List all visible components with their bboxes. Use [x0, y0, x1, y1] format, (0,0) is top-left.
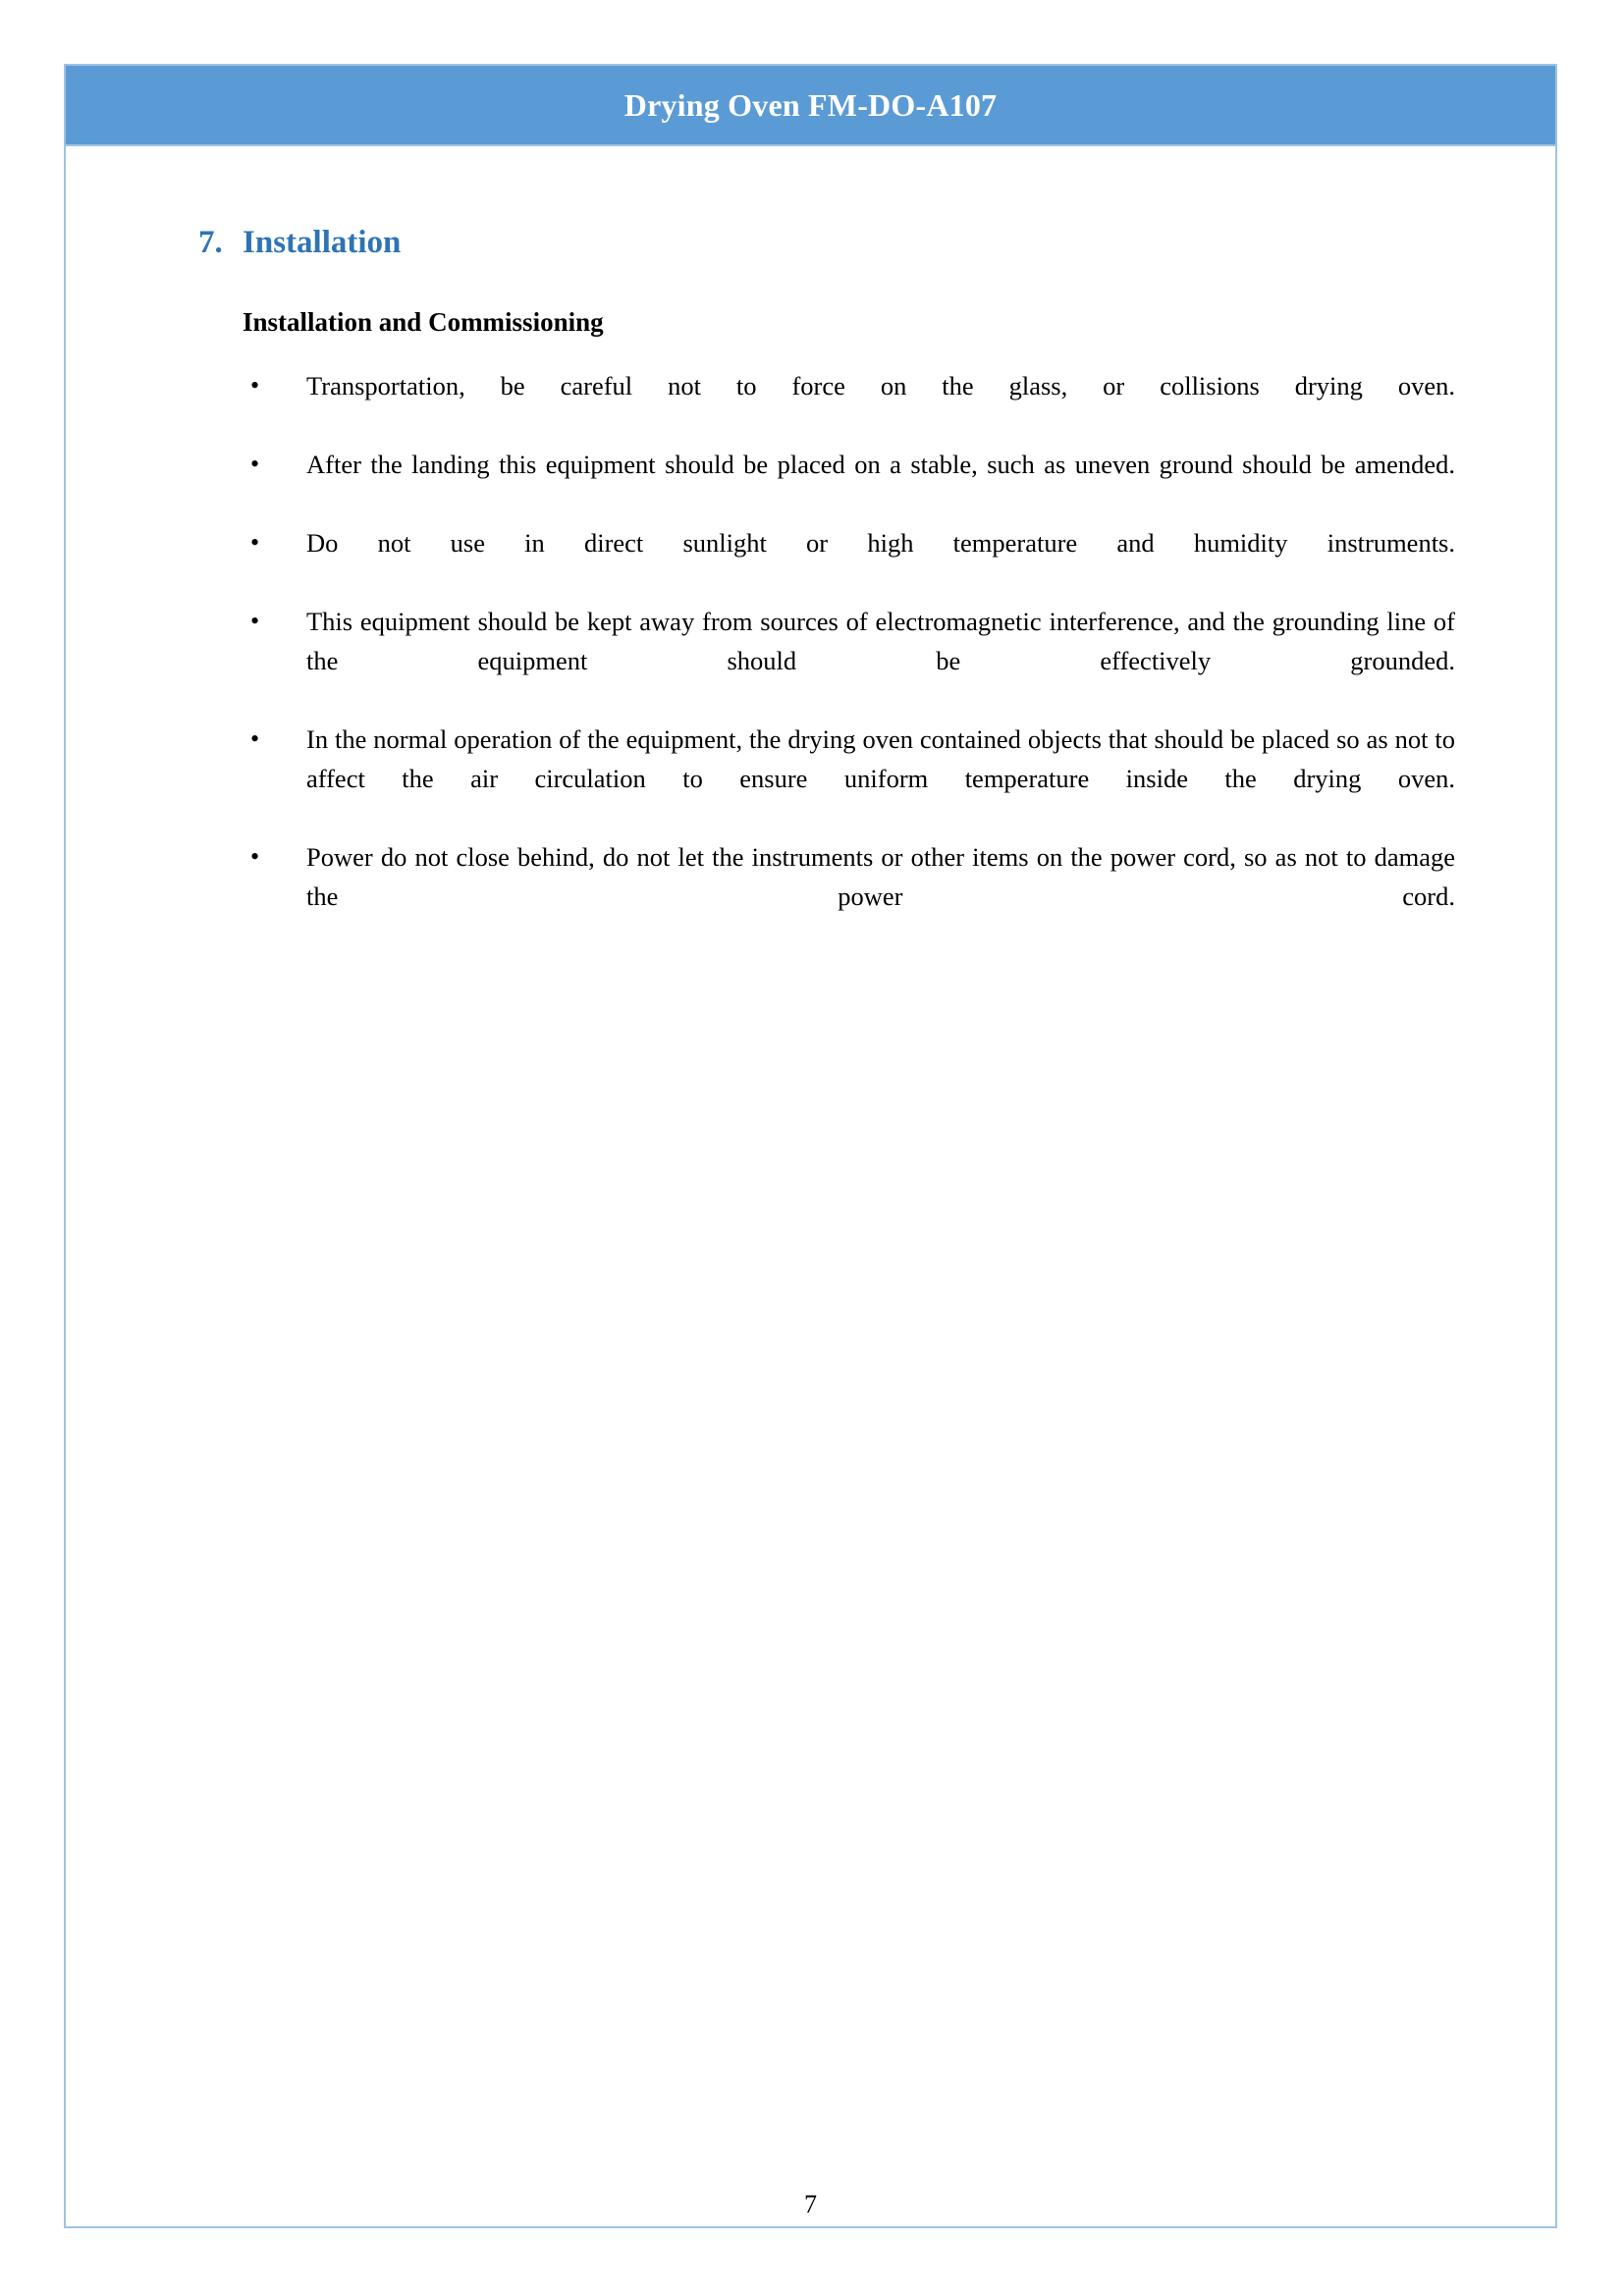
- bullet-point-icon: •: [250, 842, 260, 871]
- list-item-text: Transportation, be careful not to force on the glass, or collisions drying oven.: [306, 371, 1455, 400]
- list-item-text: Do not use in direct sunlight or high temperature and humidity instruments.: [306, 528, 1455, 558]
- section-heading: [198, 225, 401, 261]
- list-item: [243, 445, 1455, 523]
- section-subheading: Installation and Commissioning: [243, 307, 604, 337]
- section-number: 7.: [198, 225, 223, 260]
- list-item-text: After the landing this equipment should be placed on a stable, such as uneven ground should be amended.: [306, 450, 1455, 479]
- list-item: [243, 602, 1455, 720]
- document-header-title: Drying Oven FM-DO-A107: [623, 87, 998, 123]
- page-number: 7: [804, 2190, 817, 2218]
- bullet-point-icon: •: [250, 528, 260, 557]
- bullet-point-icon: •: [250, 607, 260, 635]
- list-item: [243, 720, 1455, 837]
- section-title: Installation: [243, 225, 402, 260]
- document-page: [64, 64, 1557, 2228]
- bullet-point-icon: •: [250, 371, 260, 400]
- bullet-point-icon: •: [250, 724, 260, 753]
- list-item-text: In the normal operation of the equipment, the drying oven contained objects that should be placed so as not to affect the air circulation to ensure uniform temperature inside the drying oven.: [306, 724, 1455, 793]
- list-item: [243, 366, 1455, 445]
- list-item-text: This equipment should be kept away from sources of electromagnetic interference, and the grounding line of the equipment should be effectively grounded.: [306, 607, 1455, 675]
- list-item: [243, 523, 1455, 602]
- page-header-banner: [64, 64, 1557, 146]
- bullet-point-icon: •: [250, 450, 260, 478]
- list-item: [243, 837, 1455, 955]
- list-item-text: Power do not close behind, do not let the instruments or other items on the power cord, so as not to damage the power cord.: [306, 842, 1455, 911]
- page-content: [66, 148, 1555, 2226]
- installation-bullet-list: [243, 366, 1455, 955]
